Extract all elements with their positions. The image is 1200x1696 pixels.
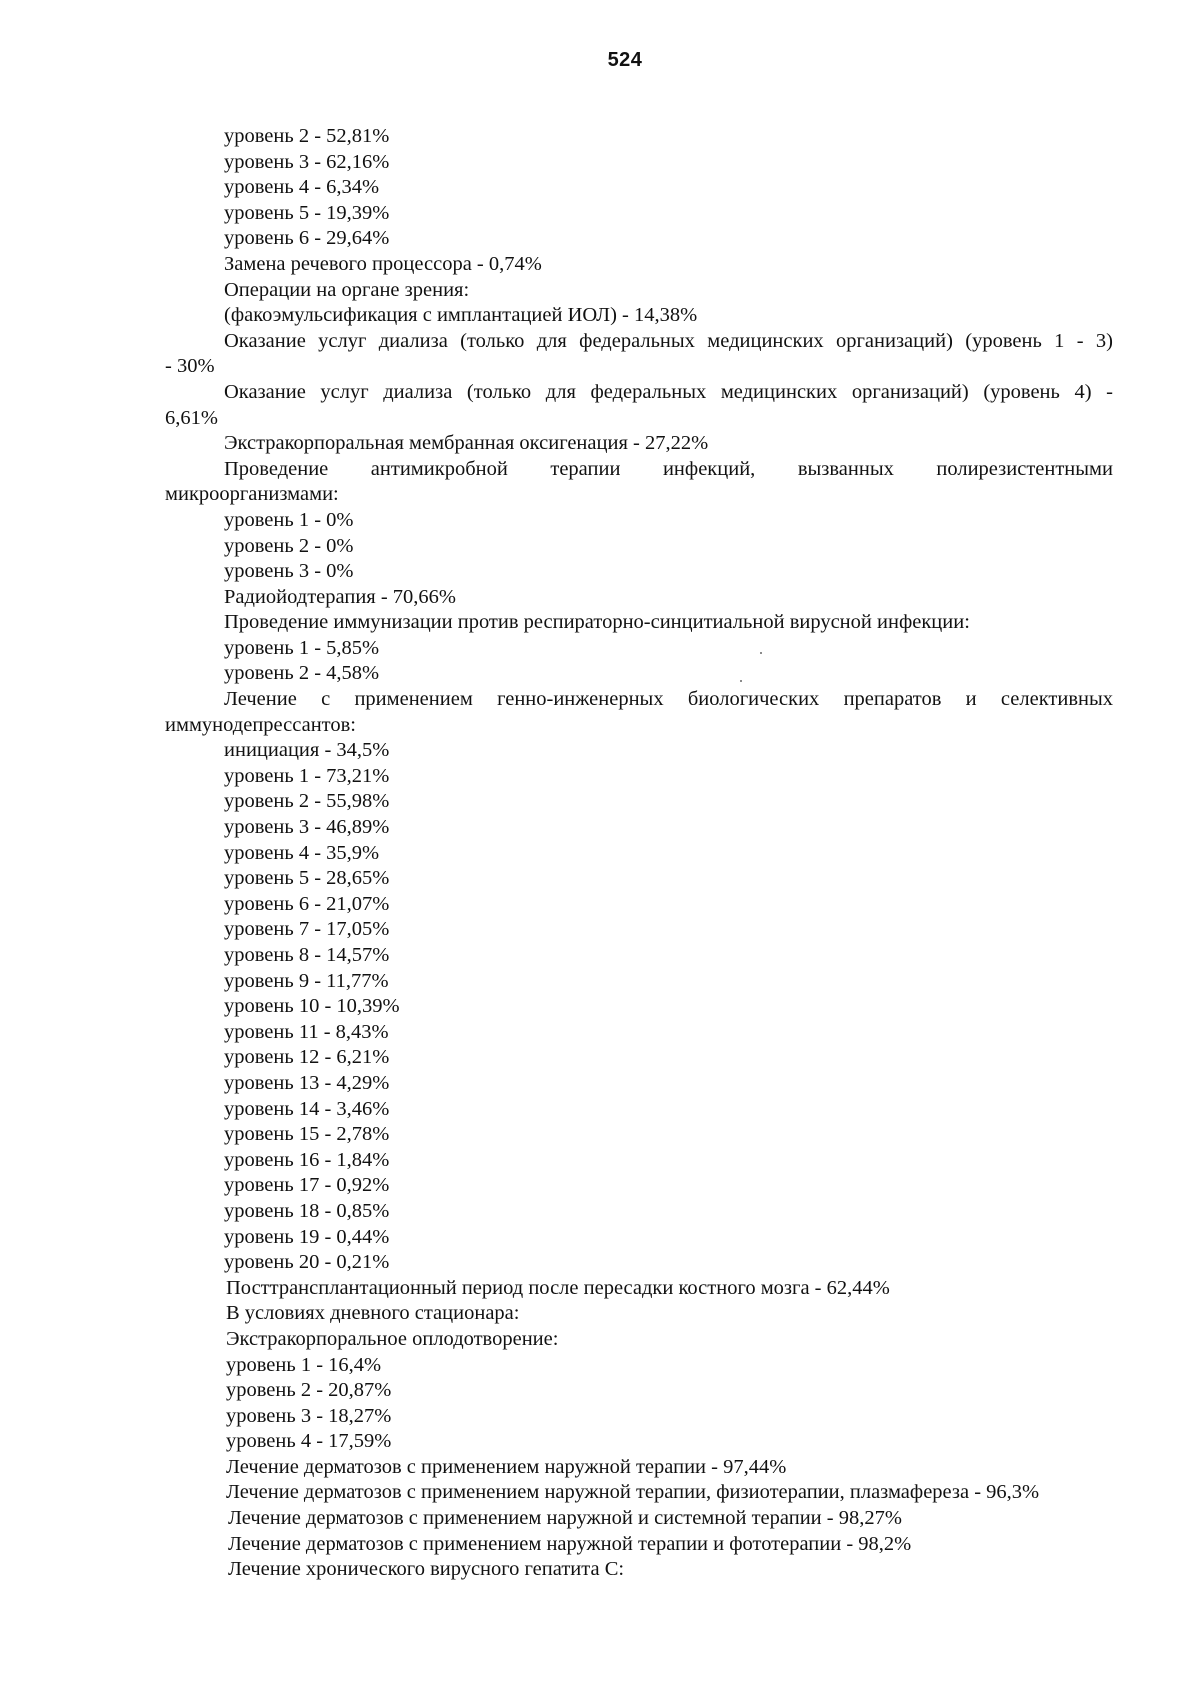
text-line: Посттрансплантационный период после пересадки костного мозга - 62,44% xyxy=(226,1276,890,1299)
text-line: уровень 3 - 18,27% xyxy=(226,1404,392,1427)
text-line: инициация - 34,5% xyxy=(224,739,390,762)
text-line: уровень 4 - 35,9% xyxy=(224,841,380,864)
text-line: уровень 2 - 0% xyxy=(224,534,354,557)
text-line: Лечение хронического вирусного гепатита С: xyxy=(228,1558,625,1581)
text-line: Лечение дерматозов с применением наружной и системной терапии - 98,27% xyxy=(228,1507,902,1530)
text-line: уровень 7 - 17,05% xyxy=(224,918,390,941)
paragraph-first-line: Оказание услуг диализа (только для федеральных медицинских организаций) (уровень 4) - xyxy=(224,380,1113,403)
text-line: уровень 14 - 3,46% xyxy=(224,1097,390,1120)
text-line: уровень 4 - 6,34% xyxy=(224,176,380,199)
text-line: В условиях дневного стационара: xyxy=(226,1302,520,1325)
text-line: (факоэмульсификация с имплантацией ИОЛ) - 14,38% xyxy=(224,304,698,327)
text-line: уровень 3 - 0% xyxy=(224,560,354,583)
text-line: уровень 20 - 0,21% xyxy=(224,1251,390,1274)
text-line: уровень 15 - 2,78% xyxy=(224,1123,390,1146)
text-line: уровень 6 - 21,07% xyxy=(224,892,390,915)
text-line: уровень 1 - 73,21% xyxy=(224,764,390,787)
text-line: Лечение дерматозов с применением наружной терапии, физиотерапии, плазмафереза - 96,3% xyxy=(226,1481,1040,1504)
paragraph-first-line: Лечение с применением генно-инженерных биологических препаратов и селективных xyxy=(224,688,1113,711)
text-line: уровень 8 - 14,57% xyxy=(224,944,390,966)
document-body xyxy=(165,124,1113,1583)
text-line: Замена речевого процессора - 0,74% xyxy=(224,252,542,275)
text-line: уровень 2 - 52,81% xyxy=(224,125,390,147)
text-line: Лечение дерматозов с применением наружной терапии - 97,44% xyxy=(226,1455,787,1478)
paragraph-first-line: Проведение антимикробной терапии инфекций, вызванных полирезистентными xyxy=(224,457,1113,480)
text-line: уровень 16 - 1,84% xyxy=(224,1148,390,1171)
text-line: уровень 6 - 29,64% xyxy=(224,227,390,250)
text-line: уровень 5 - 28,65% xyxy=(224,867,390,890)
text-line: уровень 1 - 0% xyxy=(224,508,354,531)
text-line: Экстракорпоральное оплодотворение: xyxy=(226,1327,559,1350)
text-line: Лечение дерматозов с применением наружной терапии и фототерапии - 98,2% xyxy=(228,1532,912,1555)
text-line: уровень 3 - 46,89% xyxy=(224,816,390,839)
text-line: Проведение иммунизации против респираторно-синцитиальной вирусной инфекции: xyxy=(224,611,970,634)
text-line: Радиойодтерапия - 70,66% xyxy=(224,585,456,608)
text-line: уровень 2 - 55,98% xyxy=(224,790,390,813)
paragraph-continuation: микроорганизмами: xyxy=(165,483,339,506)
text-line: Экстракорпоральная мембранная оксигенация - 27,22% xyxy=(224,432,709,455)
text-line: уровень 9 - 11,77% xyxy=(224,969,389,992)
paragraph-continuation: - 30% xyxy=(165,355,215,378)
paragraph-continuation: иммунодепрессантов: xyxy=(165,713,356,736)
scan-speck xyxy=(760,652,762,654)
paragraph-continuation: 6,61% xyxy=(165,406,218,429)
text-line: уровень 11 - 8,43% xyxy=(224,1020,389,1043)
text-line: уровень 1 - 16,4% xyxy=(226,1353,382,1376)
text-line: уровень 2 - 20,87% xyxy=(226,1379,392,1402)
text-line: уровень 4 - 17,59% xyxy=(226,1430,392,1453)
text-line: уровень 2 - 4,58% xyxy=(224,662,380,685)
text-line: уровень 19 - 0,44% xyxy=(224,1225,390,1248)
text-line: уровень 5 - 19,39% xyxy=(224,201,390,224)
scan-speck xyxy=(740,680,742,682)
text-line: уровень 17 - 0,92% xyxy=(224,1174,390,1197)
text-line: уровень 18 - 0,85% xyxy=(224,1199,390,1222)
text-line: уровень 1 - 5,85% xyxy=(224,636,380,659)
text-line: уровень 12 - 6,21% xyxy=(224,1046,390,1069)
page-number: 524 xyxy=(607,49,643,71)
paragraph-first-line: Оказание услуг диализа (только для федеральных медицинских организаций) (уровень 1 - 3) xyxy=(224,329,1113,352)
text-line: Операции на органе зрения: xyxy=(224,278,470,301)
text-line: уровень 13 - 4,29% xyxy=(224,1071,390,1094)
text-line: уровень 10 - 10,39% xyxy=(224,995,400,1018)
text-line: уровень 3 - 62,16% xyxy=(224,150,390,173)
